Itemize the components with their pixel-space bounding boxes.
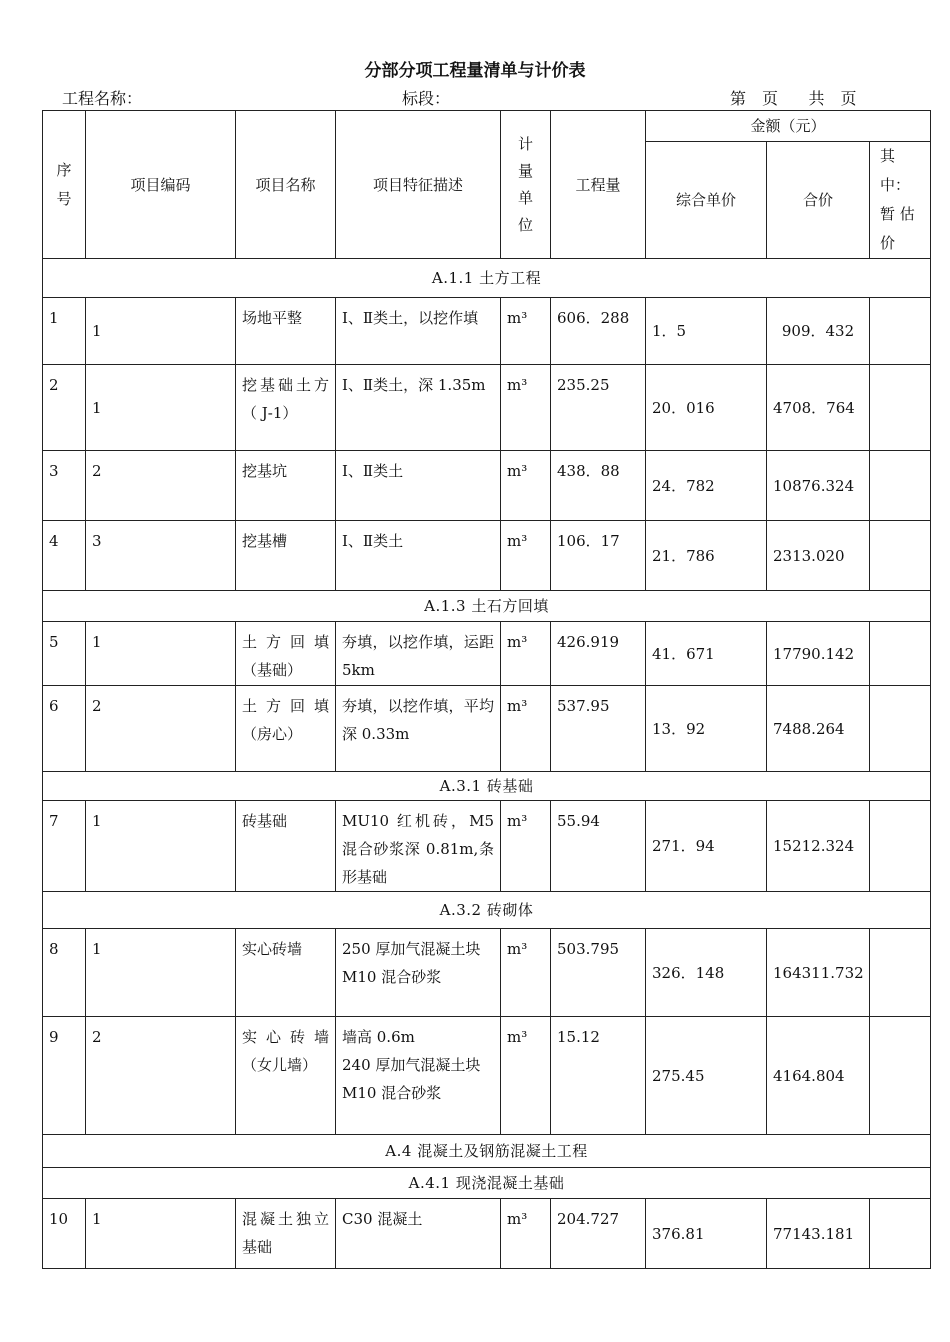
cell-total: 17790.142 <box>767 622 870 686</box>
cell-desc: 夯填，以挖作填，平均深 0.33m <box>336 686 501 772</box>
cell-total: 15212.324 <box>767 801 870 892</box>
cell-code: 1 <box>86 365 236 451</box>
cell-unit-price: 20．016 <box>646 365 767 451</box>
table-row <box>43 298 931 365</box>
section-title: A.4 混凝土及钢筋混凝土工程 <box>43 1135 931 1168</box>
cell-total: 4164.804 <box>767 1017 870 1135</box>
cell-name: 挖基槽 <box>236 521 336 591</box>
table-row <box>43 801 931 892</box>
cell-desc: Ⅰ、Ⅱ类土，深 1.35m <box>336 365 501 451</box>
cell-name: 实心砖墙（女儿墙） <box>236 1017 336 1135</box>
cell-code: 2 <box>86 1017 236 1135</box>
cell-provisional <box>870 298 931 365</box>
table-row <box>43 365 931 451</box>
section-title: A.1.3 土石方回填 <box>43 591 931 622</box>
cell-unit-price: 376.81 <box>646 1199 767 1269</box>
section-row <box>43 892 931 929</box>
cell-qty: 204.727 <box>551 1199 646 1269</box>
cell-qty: 503.795 <box>551 929 646 1017</box>
cell-seq: 5 <box>43 622 86 686</box>
table-row <box>43 1017 931 1135</box>
cell-desc: Ⅰ、Ⅱ类土 <box>336 451 501 521</box>
cell-name: 土方回填（基础） <box>236 622 336 686</box>
cell-desc: Ⅰ、Ⅱ类土，以挖作填 <box>336 298 501 365</box>
cell-qty: 15.12 <box>551 1017 646 1135</box>
table-body <box>43 259 931 1269</box>
table-row <box>43 451 931 521</box>
cell-provisional <box>870 929 931 1017</box>
cell-seq: 2 <box>43 365 86 451</box>
cell-qty: 606．288 <box>551 298 646 365</box>
cell-unit: m³ <box>501 1017 551 1135</box>
cell-provisional <box>870 686 931 772</box>
cell-desc: Ⅰ、Ⅱ类土 <box>336 521 501 591</box>
cell-name: 混凝土独立基础 <box>236 1199 336 1269</box>
cell-unit: m³ <box>501 298 551 365</box>
cell-seq: 7 <box>43 801 86 892</box>
section-row <box>43 772 931 801</box>
cell-unit: m³ <box>501 365 551 451</box>
cell-unit: m³ <box>501 686 551 772</box>
table-row <box>43 521 931 591</box>
cell-name: 土方回填（房心） <box>236 686 336 772</box>
section-title: A.3.1 砖基础 <box>43 772 931 801</box>
cell-code: 2 <box>86 686 236 772</box>
cell-qty: 55.94 <box>551 801 646 892</box>
cell-provisional <box>870 521 931 591</box>
section-title: A.3.2 砖砌体 <box>43 892 931 929</box>
cell-seq: 3 <box>43 451 86 521</box>
segment-label: 标段： <box>402 89 451 108</box>
cell-desc: 墙高 0.6m 240 厚加气混凝土块 M10 混合砂浆 <box>336 1017 501 1135</box>
cell-unit-price: 326．148 <box>646 929 767 1017</box>
cell-seq: 6 <box>43 686 86 772</box>
cell-code: 2 <box>86 451 236 521</box>
header-provisional: 其 中： 暂 估 价 <box>870 142 931 259</box>
cell-total: 10876.324 <box>767 451 870 521</box>
header-desc: 项目特征描述 <box>336 111 501 259</box>
table-row <box>43 622 931 686</box>
cell-unit: m³ <box>501 521 551 591</box>
total-pages-label: 共 页 <box>808 89 857 108</box>
cell-seq: 4 <box>43 521 86 591</box>
cell-total: 2313.020 <box>767 521 870 591</box>
header-seq: 序 号 <box>43 111 86 259</box>
header-amount: 金额（元） <box>646 111 931 142</box>
page-number <box>730 86 857 109</box>
cell-code: 1 <box>86 622 236 686</box>
cell-desc: C30 混凝土 <box>336 1199 501 1269</box>
bill-of-quantities-table <box>42 110 931 1269</box>
cell-provisional <box>870 1199 931 1269</box>
table-row <box>43 929 931 1017</box>
header-total: 合价 <box>767 142 870 259</box>
section-title: A.1.1 土方工程 <box>43 259 931 298</box>
cell-qty: 426.919 <box>551 622 646 686</box>
cell-desc: 夯填，以挖作填，运距 5km <box>336 622 501 686</box>
cell-code: 1 <box>86 1199 236 1269</box>
project-name-label: 工程名称： <box>62 89 143 108</box>
cell-total: 77143.181 <box>767 1199 870 1269</box>
cell-name: 砖基础 <box>236 801 336 892</box>
cell-unit-price: 1．5 <box>646 298 767 365</box>
cell-code: 1 <box>86 298 236 365</box>
cell-unit: m³ <box>501 801 551 892</box>
table-row <box>43 686 931 772</box>
table-row <box>43 1199 931 1269</box>
header-qty: 工程量 <box>551 111 646 259</box>
cell-unit-price: 13．92 <box>646 686 767 772</box>
page-label: 第 页 <box>730 89 779 108</box>
cell-qty: 106．17 <box>551 521 646 591</box>
section-row <box>43 1135 931 1168</box>
cell-unit-price: 24．782 <box>646 451 767 521</box>
cell-code: 1 <box>86 801 236 892</box>
cell-unit: m³ <box>501 1199 551 1269</box>
cell-provisional <box>870 451 931 521</box>
cell-unit-price: 271．94 <box>646 801 767 892</box>
cell-unit-price: 21．786 <box>646 521 767 591</box>
cell-unit-price: 275.45 <box>646 1017 767 1135</box>
cell-unit: m³ <box>501 622 551 686</box>
cell-seq: 10 <box>43 1199 86 1269</box>
cell-provisional <box>870 1017 931 1135</box>
cell-seq: 1 <box>43 298 86 365</box>
header-unit: 计 量 单 位 <box>501 111 551 259</box>
cell-unit: m³ <box>501 929 551 1017</box>
cell-provisional <box>870 801 931 892</box>
cell-code: 1 <box>86 929 236 1017</box>
section-row <box>43 259 931 298</box>
cell-provisional <box>870 365 931 451</box>
cell-unit: m³ <box>501 451 551 521</box>
section-title: A.4.1 现浇混凝土基础 <box>43 1168 931 1199</box>
cell-qty: 537.95 <box>551 686 646 772</box>
cell-code: 3 <box>86 521 236 591</box>
cell-unit-price: 41．671 <box>646 622 767 686</box>
cell-total: 7488.264 <box>767 686 870 772</box>
cell-name: 挖基坑 <box>236 451 336 521</box>
section-row <box>43 591 931 622</box>
cell-name: 挖基础土方 （ J-1） <box>236 365 336 451</box>
cell-seq: 9 <box>43 1017 86 1135</box>
header-unit-price: 综合单价 <box>646 142 767 259</box>
cell-total: 164311.732 <box>767 929 870 1017</box>
cell-total: 4708．764 <box>767 365 870 451</box>
cell-seq: 8 <box>43 929 86 1017</box>
cell-desc: 250 厚加气混凝土块 M10 混合砂浆 <box>336 929 501 1017</box>
header-name: 项目名称 <box>236 111 336 259</box>
page-title: 分部分项工程量清单与计价表 <box>364 61 586 81</box>
cell-provisional <box>870 622 931 686</box>
cell-name: 场地平整 <box>236 298 336 365</box>
cell-qty: 235.25 <box>551 365 646 451</box>
cell-qty: 438．88 <box>551 451 646 521</box>
header-code: 项目编码 <box>86 111 236 259</box>
cell-name: 实心砖墙 <box>236 929 336 1017</box>
section-row <box>43 1168 931 1199</box>
cell-total: 909．432 <box>767 298 870 365</box>
cell-desc: MU10 红机砖，M5 混合砂浆深 0.81m,条形基础 <box>336 801 501 892</box>
